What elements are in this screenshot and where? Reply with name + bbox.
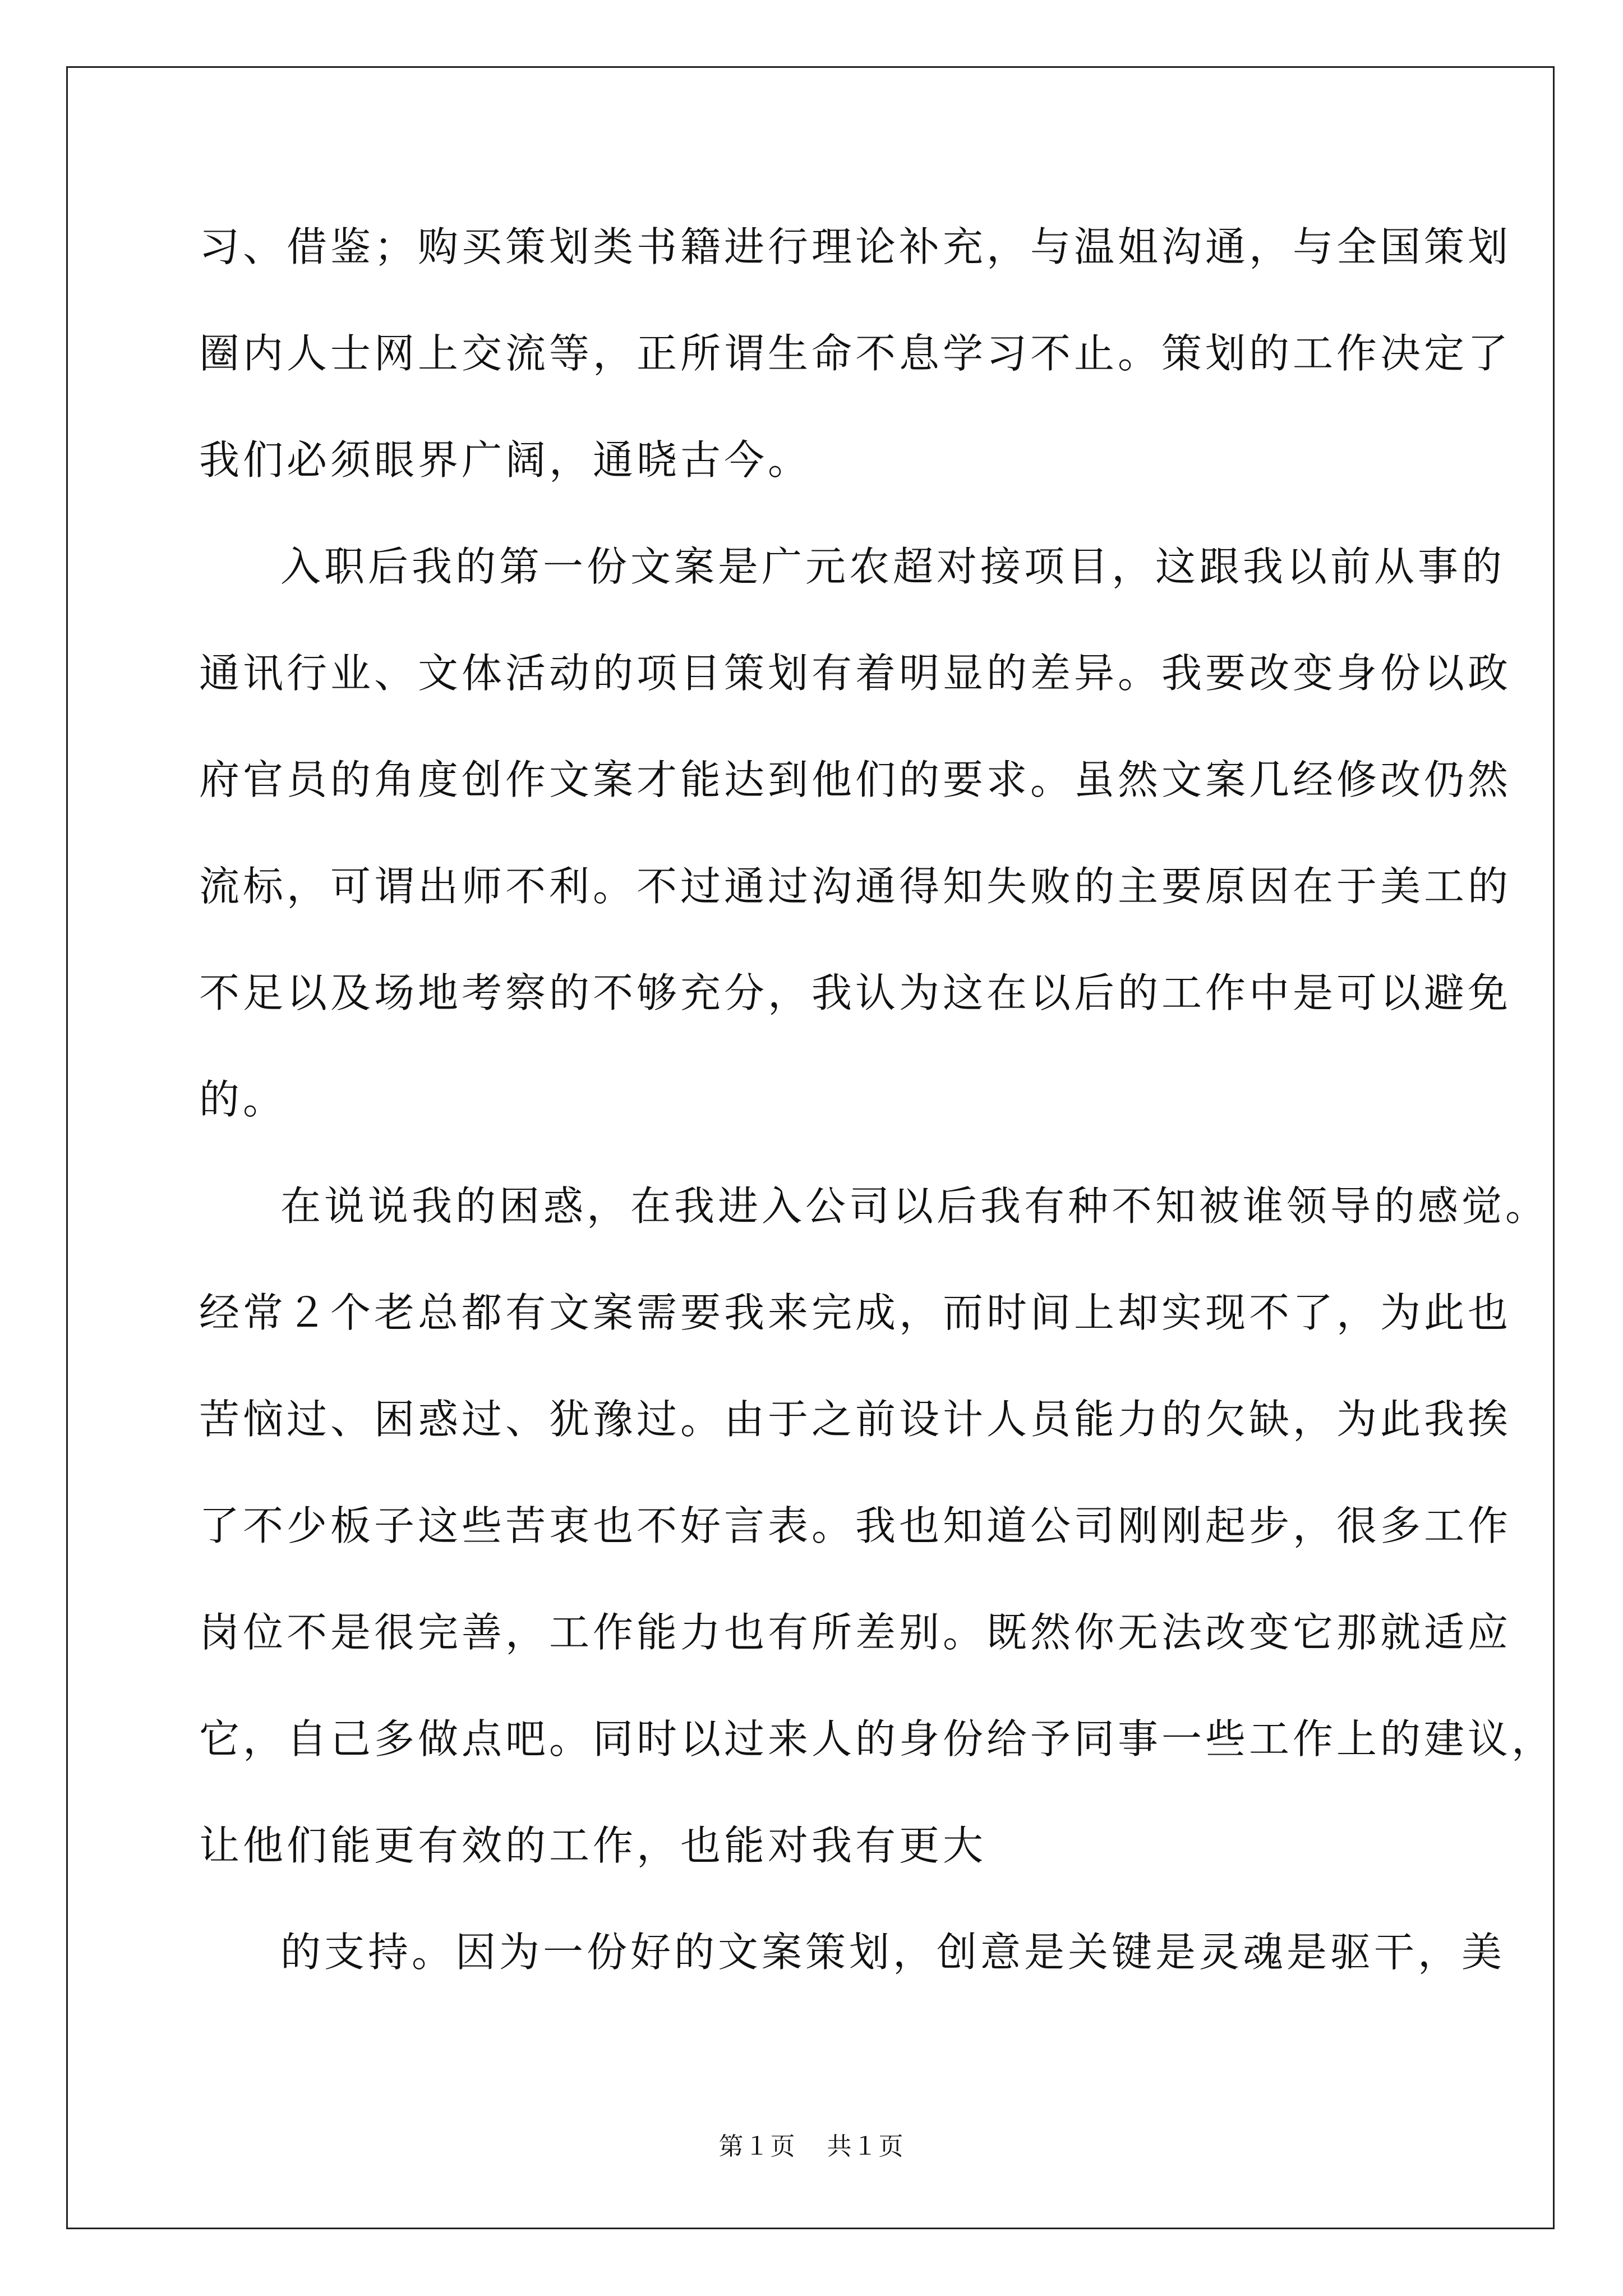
text-line: 苦恼过、困惑过、犹豫过。由于之前设计人员能力的欠缺，为此我挨 [199,1396,1512,1443]
page-number: 第１页 [718,2132,796,2161]
text-line: 让他们能更有效的工作，也能对我有更大 [199,1822,987,1869]
document-body [199,216,1556,2028]
text-line: 习、借鉴；购买策划类书籍进行理论补充，与温姐沟通，与全国策划 [199,223,1512,270]
text-line: 的。 [199,1076,287,1123]
text-line: 不足以及场地考察的不够充分，我认为这在以后的工作中是可以避免 [199,969,1512,1016]
text-line: 府官员的角度创作文案才能达到他们的要求。虽然文案几经修改仍然 [199,756,1512,803]
page-footer [0,2126,1623,2162]
text-line: 岗位不是很完善，工作能力也有所差别。既然你无法改变它那就适应 [199,1609,1512,1656]
text-line: 通讯行业、文体活动的项目策划有着明显的差异。我要改变身份以政 [199,650,1512,697]
text-line: 圈内人士网上交流等，正所谓生命不息学习不止。策划的工作决定了 [199,330,1512,377]
paragraph-start-line: 入职后我的第一份文案是广元农超对接项目，这跟我以前从事的 [280,543,1506,590]
text-line: 经常２个老总都有文案需要我来完成，而时间上却实现不了，为此也 [199,1289,1512,1336]
page-total: 共１页 [827,2132,905,2161]
paragraph-start-line: 在说说我的困惑，在我进入公司以后我有种不知被谁领导的感觉。 [280,1182,1550,1230]
paragraph-start-line: 的支持。因为一份好的文案策划，创意是关键是灵魂是驱干，美 [280,1929,1506,1976]
text-line: 它，自己多做点吧。同时以过来人的身份给予同事一些工作上的建议， [199,1715,1556,1763]
text-line: 流标，可谓出师不利。不过通过沟通得知失败的主要原因在于美工的 [199,863,1512,910]
text-line: 我们必须眼界广阔，通晓古今。 [199,436,812,484]
text-line: 了不少板子这些苦衷也不好言表。我也知道公司刚刚起步，很多工作 [199,1502,1512,1549]
